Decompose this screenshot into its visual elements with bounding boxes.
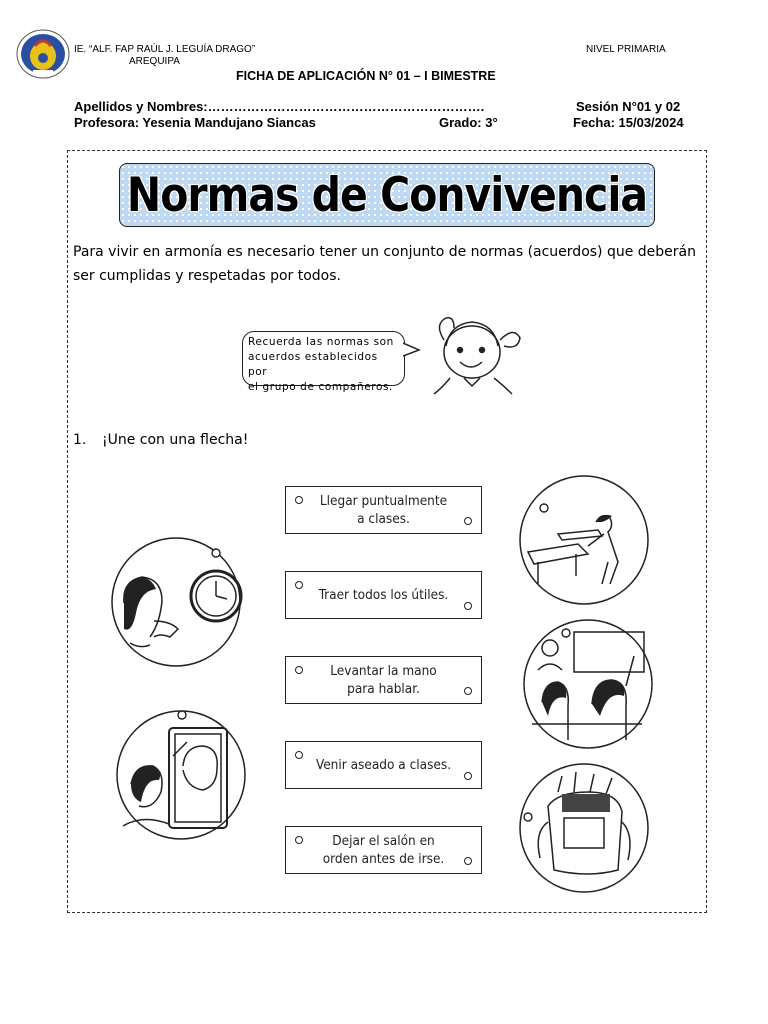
speech-bubble [242, 331, 405, 393]
connect-dot-right[interactable] [464, 687, 472, 695]
date-label: Fecha: 15/03/2024 [573, 115, 684, 130]
bubble-line-2: acuerdos establecidos por [248, 351, 378, 378]
connect-dot-left[interactable] [295, 496, 303, 504]
connect-dot-right[interactable] [464, 857, 472, 865]
session-label: Sesión N°01 y 02 [576, 99, 681, 114]
banner-title: Normas de Convivencia [126, 167, 648, 223]
title-banner [119, 163, 655, 227]
worksheet-title: FICHA DE APLICACIÓN N° 01 – I BIMESTRE [236, 69, 496, 83]
intro-line-1: Para vivir en armonía es necesario tener un conjunto de normas (acuerdos) que deberán [73, 244, 696, 260]
task-label: Llegar puntualmente a clases. [319, 493, 448, 527]
task-box-tidy-room [285, 826, 482, 874]
task-label: Traer todos los útiles. [318, 587, 449, 603]
school-city: AREQUIPA [129, 56, 180, 67]
bubble-line-3: el grupo de compañeros. [248, 381, 393, 393]
task-box-supplies [285, 571, 482, 619]
raise-hand-picture [522, 616, 662, 756]
girl-illustration [420, 306, 528, 398]
task-box-punctuality [285, 486, 482, 534]
connect-dot-left[interactable] [295, 581, 303, 589]
task-box-raise-hand [285, 656, 482, 704]
school-level: NIVEL PRIMARIA [586, 44, 666, 55]
connect-dot-right[interactable] [464, 772, 472, 780]
exercise-instruction: ¡Une con una flecha! [102, 432, 249, 448]
connect-dot-left[interactable] [295, 666, 303, 674]
tidy-classroom-picture [518, 472, 658, 612]
clock-picture [110, 533, 250, 673]
school-bag-picture [518, 762, 658, 902]
connect-dot-left[interactable] [295, 836, 303, 844]
connect-dot-left[interactable] [295, 751, 303, 759]
bubble-line-1: Recuerda las normas son [248, 336, 394, 348]
teacher-label: Profesora: Yesenia Mandujano Siancas [74, 115, 316, 130]
school-logo [15, 28, 71, 80]
task-label: Venir aseado a clases. [315, 757, 452, 773]
school-name: IE. “ALF. FAP RAÚL J. LEGUÍA DRAGO” [74, 44, 256, 55]
names-field-label: Apellidos y Nombres:………………………………………………………. [74, 99, 485, 114]
exercise-number: 1. [73, 432, 87, 448]
task-label: Levantar la mano para hablar. [330, 663, 437, 697]
intro-line-2: ser cumplidas y respetadas por todos. [73, 268, 341, 284]
connect-dot-right[interactable] [464, 602, 472, 610]
task-label: Dejar el salón en orden antes de irse. [322, 833, 445, 867]
mirror-picture [113, 706, 253, 846]
task-box-clean [285, 741, 482, 789]
grade-label: Grado: 3° [439, 115, 498, 130]
connect-dot-right[interactable] [464, 517, 472, 525]
